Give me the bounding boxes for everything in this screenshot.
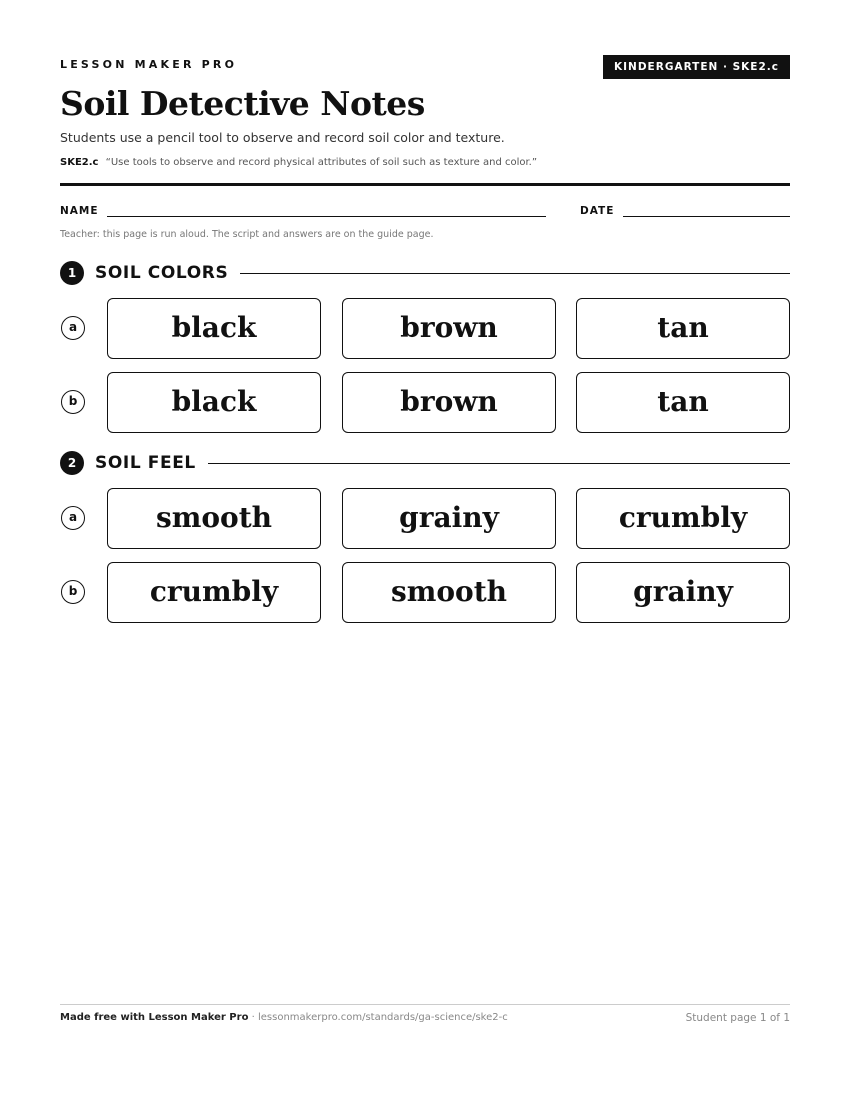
standard-line xyxy=(60,157,537,168)
answer-row xyxy=(60,488,790,550)
footer-credit xyxy=(60,1012,508,1023)
section-soil-colors-header xyxy=(60,261,790,285)
word-choice-box[interactable]: brown xyxy=(342,372,556,433)
section-number-badge: 1 xyxy=(60,261,84,285)
word-choice-box[interactable]: crumbly xyxy=(107,562,321,623)
standard-text: “Use tools to observe and record physical attributes of soil such as texture and color.” xyxy=(105,157,538,168)
word-choice-box[interactable]: grainy xyxy=(576,562,790,623)
word-choice-box[interactable]: smooth xyxy=(107,488,321,549)
row-letter-badge: b xyxy=(61,390,85,414)
header-divider xyxy=(60,183,790,186)
row-letter-badge: a xyxy=(61,506,85,530)
word-choice-box[interactable]: tan xyxy=(576,298,790,359)
word-choice-box[interactable]: crumbly xyxy=(576,488,790,549)
answer-row xyxy=(60,562,790,624)
worksheet-page xyxy=(60,0,790,1100)
word-choice-box[interactable]: grainy xyxy=(342,488,556,549)
standard-code: SKE2.c xyxy=(60,157,99,168)
word-choice-box[interactable]: brown xyxy=(342,298,556,359)
answer-row xyxy=(60,298,790,360)
answer-row xyxy=(60,372,790,434)
name-label: NAME xyxy=(60,205,99,217)
date-label: DATE xyxy=(580,205,615,217)
section-soil-feel-header xyxy=(60,451,790,475)
footer-url-link[interactable]: lessonmakerpro.com/standards/ga-science/ske2-c xyxy=(258,1012,508,1023)
page-number: Student page 1 of 1 xyxy=(685,1012,790,1024)
made-with-text: Made free with Lesson Maker Pro xyxy=(60,1012,249,1023)
footer-separator: · xyxy=(251,1012,255,1023)
word-choice-box[interactable]: tan xyxy=(576,372,790,433)
word-choice-box[interactable]: black xyxy=(107,298,321,359)
row-letter-badge: b xyxy=(61,580,85,604)
footer-divider xyxy=(60,1004,790,1005)
section-number-badge: 2 xyxy=(60,451,84,475)
section-title: SOIL COLORS xyxy=(95,262,240,284)
row-letter-badge: a xyxy=(61,316,85,340)
page-subtitle: Students use a pencil tool to observe and record soil color and texture. xyxy=(60,130,505,145)
brand-name: LESSON MAKER PRO xyxy=(60,58,238,71)
word-choice-box[interactable]: smooth xyxy=(342,562,556,623)
word-choice-box[interactable]: black xyxy=(107,372,321,433)
date-field-line[interactable] xyxy=(623,216,790,217)
section-title: SOIL FEEL xyxy=(95,452,208,474)
name-field-line[interactable] xyxy=(107,216,546,217)
grade-standard-badge: KINDERGARTEN · SKE2.c xyxy=(603,55,790,79)
page-title: Soil Detective Notes xyxy=(60,84,425,123)
teacher-note: Teacher: this page is run aloud. The script and answers are on the guide page. xyxy=(60,229,434,240)
